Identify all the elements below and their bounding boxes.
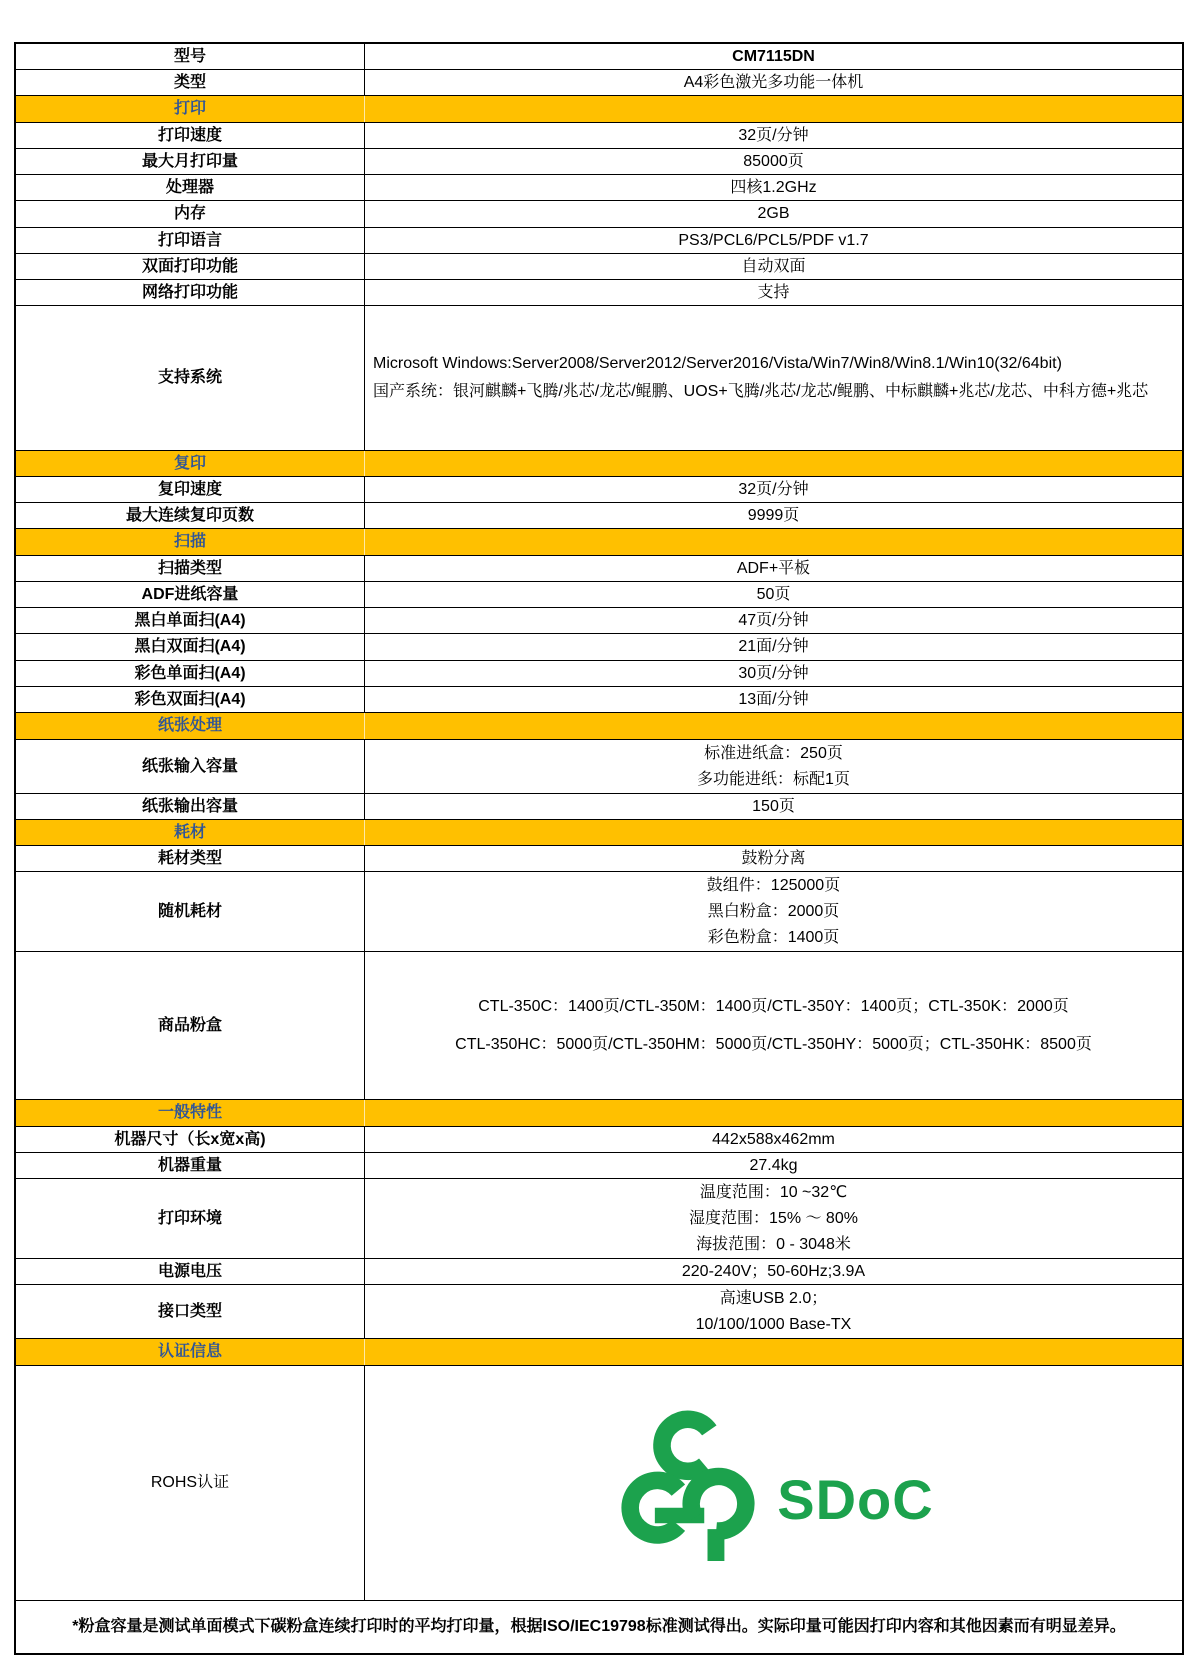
spec-value: [365, 846, 1182, 871]
spec-row: [16, 740, 1182, 794]
section-header-row: [16, 1339, 1182, 1366]
spec-row: [16, 201, 1182, 228]
spec-row: [16, 687, 1182, 713]
spec-row: [16, 1153, 1182, 1179]
section-header-row: [16, 820, 1182, 846]
spec-label: 电源电压: [16, 1259, 365, 1284]
spec-label: 复印速度: [16, 477, 365, 502]
rohs-certification-logo: [365, 1366, 1182, 1600]
spec-value-line: 鼓粉分离: [741, 849, 806, 867]
spec-row: [16, 846, 1182, 872]
section-header-row: [16, 1100, 1182, 1127]
spec-row: [16, 228, 1182, 254]
spec-label: 机器重量: [16, 1153, 365, 1178]
section-title: 耗材: [16, 820, 365, 845]
spec-row: [16, 1285, 1182, 1339]
spec-value: [365, 820, 1182, 845]
spec-value: [365, 556, 1182, 581]
spec-value-line: 湿度范围：15% ～ 80%: [689, 1209, 858, 1227]
section-header-row: [16, 713, 1182, 740]
spec-value: [365, 201, 1182, 227]
spec-label: 打印速度: [16, 123, 365, 148]
spec-value: [365, 44, 1182, 69]
spec-value: [365, 1339, 1182, 1365]
spec-value: [365, 872, 1182, 951]
spec-value-line: 442x588x462mm: [712, 1130, 835, 1148]
spec-row: [16, 952, 1182, 1100]
spec-value-line: 自动双面: [741, 257, 806, 275]
section-title: 打印: [16, 96, 365, 122]
spec-value-line: 21面/分钟: [738, 638, 809, 655]
spec-row: [16, 1259, 1182, 1285]
spec-value: [365, 254, 1182, 279]
footnote-row: [16, 1601, 1182, 1653]
spec-value-line: 标准进纸盒：250页: [704, 744, 843, 762]
spec-row: [16, 1366, 1182, 1601]
spec-value: [365, 1100, 1182, 1126]
spec-label: 类型: [16, 70, 365, 95]
spec-value: [365, 70, 1182, 95]
certification-logo-cell: [365, 1366, 1182, 1600]
spec-label: 内存: [16, 201, 365, 227]
spec-row: [16, 70, 1182, 96]
spec-value-line: 27.4kg: [749, 1156, 798, 1174]
spec-label: 机器尺寸（长x宽x高): [16, 1127, 365, 1152]
spec-label: 打印环境: [16, 1179, 365, 1258]
footnote-text: *粉盒容量是测试单面模式下碳粉盒连续打印时的平均打印量，根据ISO/IEC19798标准测试得出。实际印量可能因打印内容和其他因素而有明显差异。: [72, 1618, 1126, 1635]
spec-value-line: 高速USB 2.0；: [719, 1289, 828, 1307]
spec-value: [365, 306, 1182, 450]
spec-value-line: 四核1.2GHz: [730, 178, 817, 196]
spec-row: [16, 794, 1182, 820]
section-header-row: [16, 96, 1182, 123]
spec-value-line: 10/100/1000 Base-TX: [695, 1315, 852, 1333]
spec-value-line: CM7115DN: [732, 47, 815, 65]
section-title: 复印: [16, 451, 365, 476]
spec-value-line: A4彩色激光多功能一体机: [683, 73, 864, 91]
spec-row: [16, 556, 1182, 582]
spec-value-line: CTL-350C：1400页/CTL-350M：1400页/CTL-350Y：1400页；CTL-350K：2000页: [478, 997, 1069, 1015]
spec-label: 双面打印功能: [16, 254, 365, 279]
spec-value-line: 2GB: [757, 205, 790, 222]
spec-value-line: 彩色粉盒：1400页: [707, 928, 840, 946]
spec-value: [365, 451, 1182, 476]
spec-label: 纸张输出容量: [16, 794, 365, 819]
spec-row: [16, 175, 1182, 201]
spec-value: [365, 1127, 1182, 1152]
spec-row: [16, 503, 1182, 529]
spec-value-line: 9999页: [747, 506, 800, 524]
spec-value: [365, 1259, 1182, 1284]
section-title: 扫描: [16, 529, 365, 555]
spec-value: [365, 477, 1182, 502]
spec-value: [365, 280, 1182, 305]
spec-value: [365, 634, 1182, 660]
spec-row: [16, 44, 1182, 70]
spec-value-line: 国产系统：银河麒麟+飞腾/兆芯/龙芯/鲲鹏、UOS+飞腾/兆芯/龙芯/鲲鹏、中标麒麟+兆芯/龙芯、中科方德+兆芯: [373, 383, 1149, 400]
spec-value: [365, 687, 1182, 712]
spec-row: [16, 1127, 1182, 1153]
spec-value: [365, 175, 1182, 200]
spec-value-line: PS3/PCL6/PCL5/PDF v1.7: [678, 231, 869, 249]
spec-label: 最大月打印量: [16, 149, 365, 174]
spec-row: [16, 280, 1182, 306]
spec-row: [16, 1179, 1182, 1259]
spec-label: 型号: [16, 44, 365, 69]
section-header-row: [16, 529, 1182, 556]
spec-row: [16, 872, 1182, 952]
spec-value-line: 支持: [757, 283, 790, 301]
spec-value-line: CTL-350HC：5000页/CTL-350HM：5000页/CTL-350HY：5000页；CTL-350HK：8500页: [455, 1035, 1092, 1053]
spec-value: [365, 96, 1182, 122]
spec-label: 打印语言: [16, 228, 365, 253]
spec-row: [16, 306, 1182, 451]
spec-row: [16, 608, 1182, 634]
spec-value-line: 多功能进纸：标配1页: [697, 770, 850, 788]
letter-g-arc: [630, 1480, 678, 1535]
spec-label: ADF进纸容量: [16, 582, 365, 607]
spec-label: 网络打印功能: [16, 280, 365, 305]
spec-row: [16, 477, 1182, 503]
spec-value: [365, 1179, 1182, 1258]
spec-value: [365, 123, 1182, 148]
spec-value: [365, 582, 1182, 607]
spec-value-line: 30页/分钟: [738, 664, 809, 682]
spec-label: 支持系统: [16, 306, 365, 450]
spec-value: [365, 228, 1182, 253]
section-title: 纸张处理: [16, 713, 365, 739]
printer-spec-table: [14, 42, 1184, 1655]
spec-value: [365, 740, 1182, 793]
letter-c-arc: [662, 1419, 709, 1471]
spec-value-line: 黑白粉盒：2000页: [707, 902, 840, 920]
spec-value-line: ADF+平板: [736, 559, 811, 577]
spec-row: [16, 254, 1182, 280]
spec-value-line: 温度范围：10 ~32℃: [699, 1183, 848, 1201]
spec-value: [365, 608, 1182, 633]
spec-label: 随机耗材: [16, 872, 365, 951]
spec-value-line: 海拔范围：0 - 3048米: [696, 1235, 851, 1253]
spec-value: [365, 713, 1182, 739]
spec-label: 彩色双面扫(A4): [16, 687, 365, 712]
spec-value: [365, 1285, 1182, 1338]
sdoc-text: SDoC: [777, 1468, 934, 1531]
spec-label: 耗材类型: [16, 846, 365, 871]
spec-value: [365, 952, 1182, 1099]
spec-label: 商品粉盒: [16, 952, 365, 1099]
spec-row: [16, 123, 1182, 149]
spec-value-line: 32页/分钟: [738, 126, 809, 144]
spec-label: 黑白单面扫(A4): [16, 608, 365, 633]
spec-value-line: 150页: [752, 797, 795, 815]
spec-value-line: Microsoft Windows:Server2008/Server2012/Server2016/Vista/Win7/Win8/Win8.1/Win10(32/64bit): [373, 355, 1062, 372]
gp-green-product-icon: [613, 1405, 763, 1561]
section-title: 认证信息: [16, 1339, 365, 1365]
spec-value: [365, 149, 1182, 174]
section-title: 一般特性: [16, 1100, 365, 1126]
spec-value-line: 85000页: [743, 152, 804, 170]
spec-row: [16, 661, 1182, 687]
spec-label: ROHS认证: [16, 1366, 365, 1600]
spec-row: [16, 634, 1182, 661]
spec-value: [365, 503, 1182, 528]
spec-label: 处理器: [16, 175, 365, 200]
spec-label: 彩色单面扫(A4): [16, 661, 365, 686]
spec-value: [365, 661, 1182, 686]
spec-value: [365, 1153, 1182, 1178]
spec-value-line: 50页: [756, 585, 791, 603]
spec-label: 扫描类型: [16, 556, 365, 581]
spec-value: [365, 794, 1182, 819]
spec-label: 最大连续复印页数: [16, 503, 365, 528]
spec-value-line: 13面/分钟: [738, 690, 809, 708]
section-header-row: [16, 451, 1182, 477]
spec-value: [365, 529, 1182, 555]
spec-label: 黑白双面扫(A4): [16, 634, 365, 660]
spec-row: [16, 582, 1182, 608]
spec-value-line: 32页/分钟: [738, 480, 809, 498]
spec-label: 纸张输入容量: [16, 740, 365, 793]
spec-value-line: 鼓组件：125000页: [706, 876, 841, 894]
spec-row: [16, 149, 1182, 175]
spec-value-line: 220-240V；50-60Hz;3.9A: [681, 1262, 866, 1280]
spec-value-line: 47页/分钟: [738, 611, 809, 629]
spec-label: 接口类型: [16, 1285, 365, 1338]
